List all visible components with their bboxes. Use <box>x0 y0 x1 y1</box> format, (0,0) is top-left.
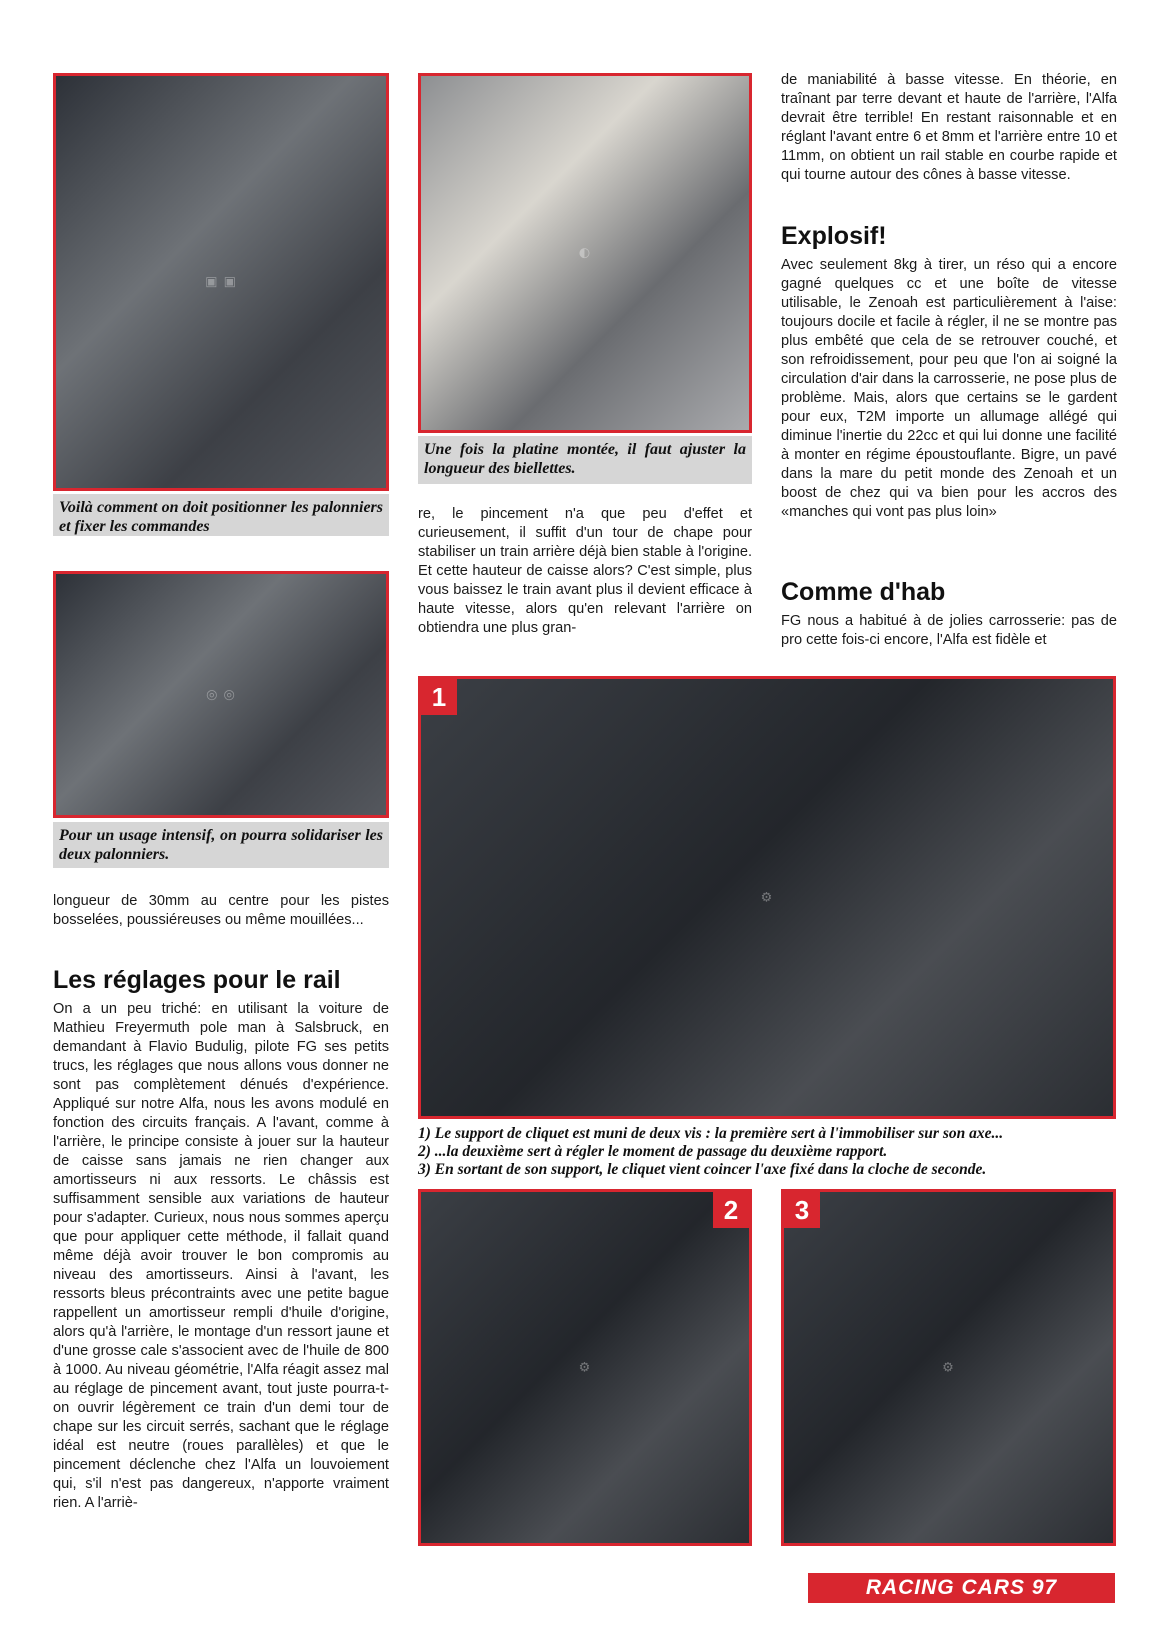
caption-platine: Une fois la platine montée, il faut ajuster la longueur des biellettes. <box>418 436 752 484</box>
article-col2-body: re, le pincement n'a que peu d'effet et curieusement, il suffit d'un tour de chape pour stabiliser un train arrière déjà bien stable à l'origine. Et cette hauteur de caisse alors? C'est simple, plus vous baissez le train avant plus il devient efficace à haute vitesse, alors qu'en relevant l'arrière on obtiendra une plus gran- <box>418 506 752 636</box>
article-col3-explosif: Avec seulement 8kg à tirer, un réso qui a encore gagné quelques cc et une boîte de vitesse utilisable, le Zenoah est particulièrement à l'aise: toujours docile et facile à régler, il ne se montre pas plus embêté que cela de se retrouver couché, et son refroidissement, pour peu que l'on ai soigné la circulation d'air dans la carrosserie, ne pose plus de problème. Mais, alors que certains se le gardent pour eux, T2M importe un allumage allégé qui diminue l'inertie du 22cc et qui lui donne une facilité à monter en régime époustouflante. Bigre, un pavé dans la mare du petit monde des Zenoah et un boost de chez qui va bien pour les accros des «manches qui vont pas plus loin» <box>781 257 1117 520</box>
heading-comme-dhab: Comme d'hab <box>781 578 946 606</box>
step-caption-2: 2) ...la deuxième sert à régler le moment de passage du deuxième rapport. <box>418 1143 888 1160</box>
step-caption-1: 1) Le support de cliquet est muni de deux vis : la première sert à l'immobiliser sur son axe... <box>418 1125 1004 1142</box>
photo-placeholder-label: ⚙ <box>578 1360 592 1375</box>
photo-step-3 <box>781 1189 1116 1546</box>
article-col1-intro: longueur de 30mm au centre pour les pistes bosselées, poussiéreuses ou même mouillées... <box>53 893 389 928</box>
step-badge-1: 1 <box>421 679 457 715</box>
step-captions <box>418 1125 1113 1179</box>
photo-placeholder-label: ⚙ <box>760 890 774 905</box>
page-footer-magazine: RACING CARS 97 <box>808 1573 1115 1603</box>
photo-placeholder-label: ◎ ◎ <box>206 687 236 702</box>
photo-placeholder-label: ▣ ▣ <box>205 274 237 290</box>
photo-step-2 <box>418 1189 752 1546</box>
step-caption-3: 3) En sortant de son support, le cliquet vient coincer l'axe fixé dans la cloche de seconde. <box>418 1161 987 1178</box>
photo-platine <box>418 73 752 433</box>
photo-step-1 <box>418 676 1116 1119</box>
heading-explosif: Explosif! <box>781 222 887 250</box>
article-col1-body: On a un peu triché: en utilisant la voiture de Mathieu Freyermuth pole man à Salsbruck, en demandant à Flavio Budulig, pilote FG ses petits trucs, les réglages que nous allons vous donner ne sont pas complètement dénués d'expérience. Appliqué sur notre Alfa, nous les avons modulé en fonction des circuits français. A l'avant, comme à l'arrière, le principe consiste à jouer sur la hauteur de caisse sans jamais ne rien changer aux amortisseurs ni aux ressorts. Le châssis est suffisamment sensible aux variations de hauteur pour s'adapter. Curieux, nous nous sommes aperçu que pour appliquer cette méthode, il fallait quand même déjà avoir trouver le bon compromis au niveau des amortisseurs. Ainsi à l'avant, les ressorts bleus précontraints avec une petite bague rappellent un amortisseur rempli d'huile d'origine, alors qu'à l'arrière, le montage d'un ressort jaune et d'une grosse cale s'associent avec de l'huile de 800 à 1000. Au niveau géométrie, l'Alfa réagit assez mal au réglage de pincement avant, tout juste pourra-t-on ouvrir légèrement ce train d'un demi tour de chape sur les circuit serrés, sachant que le réglage idéal est neutre (roues parallèles) et que le pincement déclenche chez l'Alfa un louvoiement qui, s'il n'est pas dangereux, n'apporte vraiment rien. A l'arriè- <box>53 1001 389 1511</box>
photo-servo-setup <box>53 73 389 491</box>
step-badge-2: 2 <box>713 1192 749 1228</box>
article-col3-intro: de maniabilité à basse vitesse. En théorie, en traînant par terre devant et haute de l'arrière, l'Alfa devrait être terrible! En restant raisonnable et en réglant l'avant entre 6 et 8mm et l'arrière entre 10 et 11mm, on obtient un rail stable en courbe rapide et qui tourne autour des cônes à basse vitesse. <box>781 72 1117 183</box>
photo-placeholder-label: ⚙ <box>942 1360 955 1375</box>
step-badge-3: 3 <box>784 1192 820 1228</box>
photo-servo-palonniers <box>53 571 389 818</box>
caption-servo-palonniers: Pour un usage intensif, on pourra solidariser les deux palonniers. <box>53 822 389 868</box>
photo-placeholder-label: ◐ <box>578 245 592 261</box>
caption-servo-setup: Voilà comment on doit positionner les palonniers et fixer les commandes <box>53 494 389 536</box>
heading-reglages-rail: Les réglages pour le rail <box>53 966 341 994</box>
article-col3-hab: FG nous a habitué à de jolies carrosserie: pas de pro cette fois-ci encore, l'Alfa est fidèle et <box>781 613 1117 648</box>
